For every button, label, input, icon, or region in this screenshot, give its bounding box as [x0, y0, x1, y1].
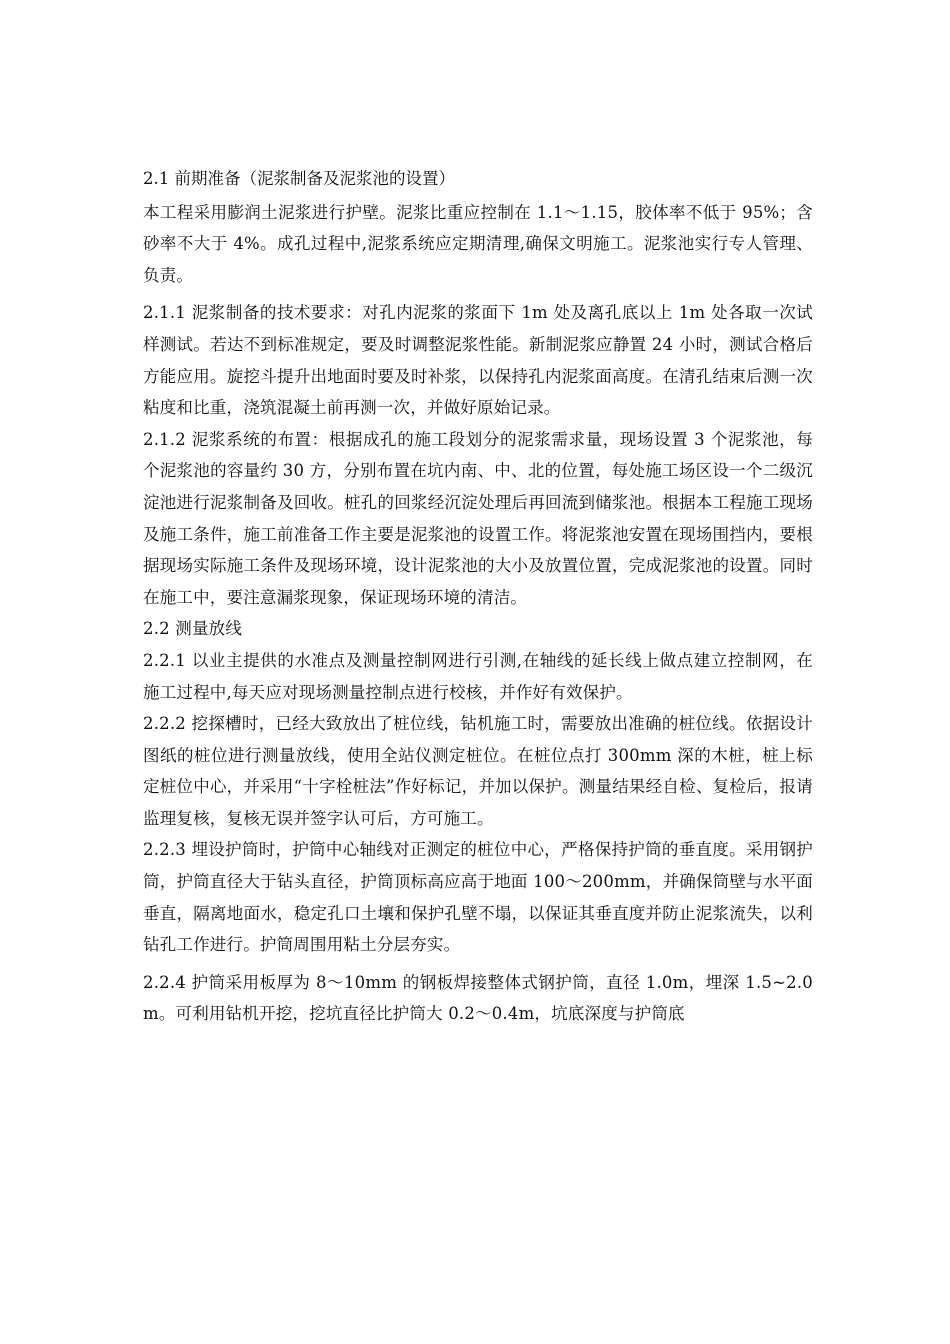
section-heading-2-2: 2.2 测量放线: [143, 619, 243, 639]
section-heading-2-1: 2.1 前期准备（泥浆制备及泥浆池的设置）: [143, 169, 455, 188]
paragraph-2-2-1: 2.2.1 以业主提供的水准点及测量控制网进行引测,在轴线的延长线上做点建立控制网，在施工过程中,每天应对现场测量控制点进行校核，并作好有效保护。: [143, 650, 813, 702]
paragraph-2-2-4: 2.2.4 护筒采用板厚为 8～10mm 的钢板焊接整体式钢护筒，直径 1.0m，埋深 1.5~2.0m。可利用钻机开挖，挖坑直径比护筒大 0.2～0.4m，坑底深度与护筒底: [143, 972, 813, 1024]
document-page: [143, 163, 813, 1030]
paragraph-2-1-2: 2.1.2 泥浆系统的布置：根据成孔的施工段划分的泥浆需求量，现场设置 3 个泥浆池，每个泥浆池的容量约 30 方，分别布置在坑内南、中、北的位置，每处施工场区设一个二级沉淀池进行泥浆制备及回收。桩孔的回浆经沉淀处理后再回流到储浆池。根据本工程施工现场及施工条件，施工前准备工作主要是泥浆池的设置工作。将泥浆池安置在现场围挡内，要根据现场实际施工条件及现场环境，设计泥浆池的大小及放置位置，完成泥浆池的设置。同时在施工中，要注意漏浆现象，保证现场环境的清洁。: [143, 429, 813, 607]
paragraph-2-1-1: 2.1.1 泥浆制备的技术要求：对孔内泥浆的浆面下 1m 处及离孔底以上 1m 处各取一次试样测试。若达不到标准规定，要及时调整泥浆性能。新制泥浆应静置 24 小时，测试合格后方能应用。旋挖斗提升出地面时要及时补浆，以保持孔内泥浆面高度。在清孔结束后测一次粘度和比重，浇筑混凝土前再测一次，并做好原始记录。: [143, 303, 813, 418]
paragraph-mud-overview: 本工程采用膨润土泥浆进行护壁。泥浆比重应控制在 1.1～1.15，胶体率不低于 95%；含砂率不大于 4%。成孔过程中,泥浆系统应定期清理,确保文明施工。泥浆池实行专人管理、负责。: [143, 202, 813, 285]
paragraph-2-2-3: 2.2.3 埋设护筒时，护筒中心轴线对正测定的桩位中心，严格保持护筒的垂直度。采用钢护筒，护筒直径大于钻头直径，护筒顶标高应高于地面 100～200mm，并确保筒壁与水平面垂直，隔离地面水，稳定孔口土壤和保护孔壁不塌，以保证其垂直度并防止泥浆流失，以利钻孔工作进行。护筒周围用粘土分层夯实。: [143, 840, 813, 955]
paragraph-2-2-2: 2.2.2 挖探槽时，已经大致放出了桩位线，钻机施工时，需要放出准确的桩位线。依据设计图纸的桩位进行测量放线，使用全站仪测定桩位。在桩位点打 300mm 深的木桩，桩上标定桩位中心，并采用“十字栓桩法”作好标记，并加以保护。测量结果经自检、复检后，报请监理复核，复核无误并签字认可后，方可施工。: [143, 714, 813, 828]
